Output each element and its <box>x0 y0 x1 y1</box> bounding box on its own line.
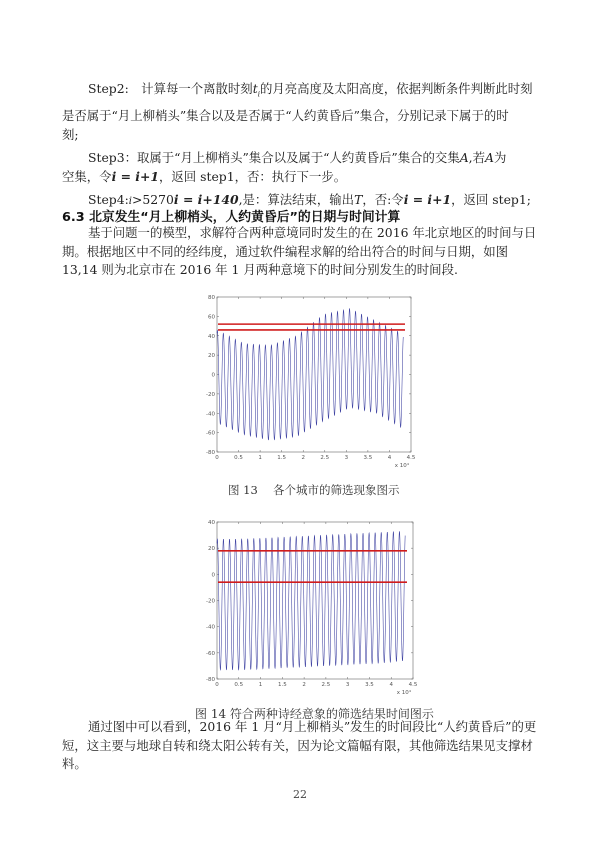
var-t-sub: i <box>257 90 260 99</box>
var-T: T <box>354 192 363 207</box>
figure-14-caption: 图 14 符合两种诗经意象的筛选结果时间图示 <box>195 707 434 721</box>
y-tick-label: 40 <box>208 520 215 526</box>
var-t: t <box>252 81 258 96</box>
y-tick-label: -80 <box>206 450 215 456</box>
x-tick-label: 3.5 <box>365 682 374 688</box>
y-tick-label: 0 <box>211 572 215 579</box>
x-tick-label: 1.5 <box>277 455 287 461</box>
x-tick-label: 2 <box>302 682 306 688</box>
step3-line2 <box>62 166 542 188</box>
y-tick-label: 20 <box>208 353 215 360</box>
step4-cond: i <box>128 196 132 207</box>
x-tick-label: 0.5 <box>234 455 243 461</box>
step3-text-d: 空集，令 <box>62 169 112 184</box>
section-heading: 6.3 北京发生“月上柳梢头，人约黄昏后”的日期与时间计算 <box>62 210 401 225</box>
x-tick-label: 3 <box>344 455 349 461</box>
step3-text-e: ，返回 step1，否：执行下一步。 <box>159 169 347 184</box>
step4-text-e: ，返回 step1; <box>451 192 531 207</box>
conclusion-paragraph: 通过图中可以看到，2016 年 1 月“月上柳梢头”发生的时间段比“人约黄昏后”的更短，这主要与地球自转和绕太阳公转有关，因为论文篇幅有限，其他筛选结果见支撑材料。 <box>62 719 537 771</box>
x-tick-label: 2.5 <box>320 455 330 461</box>
step4-text-c: ,是：算法结束，输出 <box>238 192 355 207</box>
step2-paragraph <box>62 78 542 105</box>
step2-line2: 是否属于“月上柳梢头”集合以及是否属于“人约黄昏后”集合，分别记录下属于的时 <box>62 108 509 123</box>
step2-line3: 刻; <box>62 127 79 142</box>
step4-label: Step4: <box>88 192 129 207</box>
step3-text-c: 为 <box>493 150 507 165</box>
y-tick-label: 40 <box>208 333 215 340</box>
page-number: 22 <box>293 788 307 801</box>
x-tick-label: 1.5 <box>277 682 287 688</box>
x-tick-label: 0 <box>215 682 219 688</box>
y-tick-label: -60 <box>206 650 215 657</box>
step4-expr2: i = i+1 <box>403 192 452 207</box>
step2-text: 计算每一个离散时刻 <box>128 81 253 96</box>
x-tick-label: 3 <box>345 682 350 688</box>
step4-text-d: ，否:令 <box>362 192 404 207</box>
figure-13-caption: 图 13 各个城市的筛选现象图示 <box>228 483 400 497</box>
y-tick-label: -20 <box>206 598 215 605</box>
x-tick-label: 1 <box>258 682 263 688</box>
y-tick-label: 0 <box>211 372 215 379</box>
x-tick-label: 4 <box>387 455 392 461</box>
var-A: A <box>459 150 469 165</box>
step2-text-b: 的月亮高度及太阳高度，依据判断条件判断此时刻 <box>259 81 533 96</box>
var-A-2: A <box>485 150 494 165</box>
y-tick-label: 60 <box>208 314 215 321</box>
y-tick-label: -60 <box>206 430 215 437</box>
x-tick-label: 2 <box>301 455 305 461</box>
step4-text-b: >5270 <box>132 192 174 207</box>
step3-text-b: ,若 <box>468 150 486 165</box>
section-paragraph: 基于问题一的模型，求解符合两种意境同时发生的在 2016 年北京地区的时间与日期。根据地区中不同的经纬度，通过软件编程求解的给出符合的时间与日期，如图 13,14 则为北京市在 2016 年 1 月两种意境下的时间分别发生的时间段. <box>62 225 537 277</box>
y-tick-label: 80 <box>208 295 215 301</box>
x-tick-label: 1 <box>258 455 262 461</box>
y-tick-label: -80 <box>206 677 215 683</box>
x-tick-label: 4 <box>389 682 393 688</box>
step3-text: Step3：取属于“月上柳梢头”集合以及属于“人约黄昏后”集合的交集 <box>88 150 460 165</box>
step3-expr: i = i+1 <box>111 169 159 184</box>
x-tick-label: 4.5 <box>408 682 418 688</box>
x-tick-label: 4.5 <box>406 455 416 461</box>
y-tick-label: 20 <box>208 546 215 553</box>
y-tick-label: -20 <box>206 391 215 398</box>
y-tick-label: -40 <box>206 411 215 418</box>
x-tick-label: 0 <box>215 455 219 461</box>
step4-expr1: i = i+140 <box>173 192 239 207</box>
x-tick-label: 0.5 <box>234 682 244 688</box>
chart-figure-14 <box>195 515 425 700</box>
x-tick-label: 3.5 <box>363 455 373 461</box>
step2-label: Step2: <box>88 81 129 96</box>
x-tick-label: 2.5 <box>321 682 331 688</box>
y-tick-label: -40 <box>206 624 215 631</box>
x-multiplier-label: x 10⁴ <box>396 690 411 696</box>
x-multiplier-label: x 10⁴ <box>394 463 409 469</box>
chart-figure-13 <box>195 290 425 475</box>
